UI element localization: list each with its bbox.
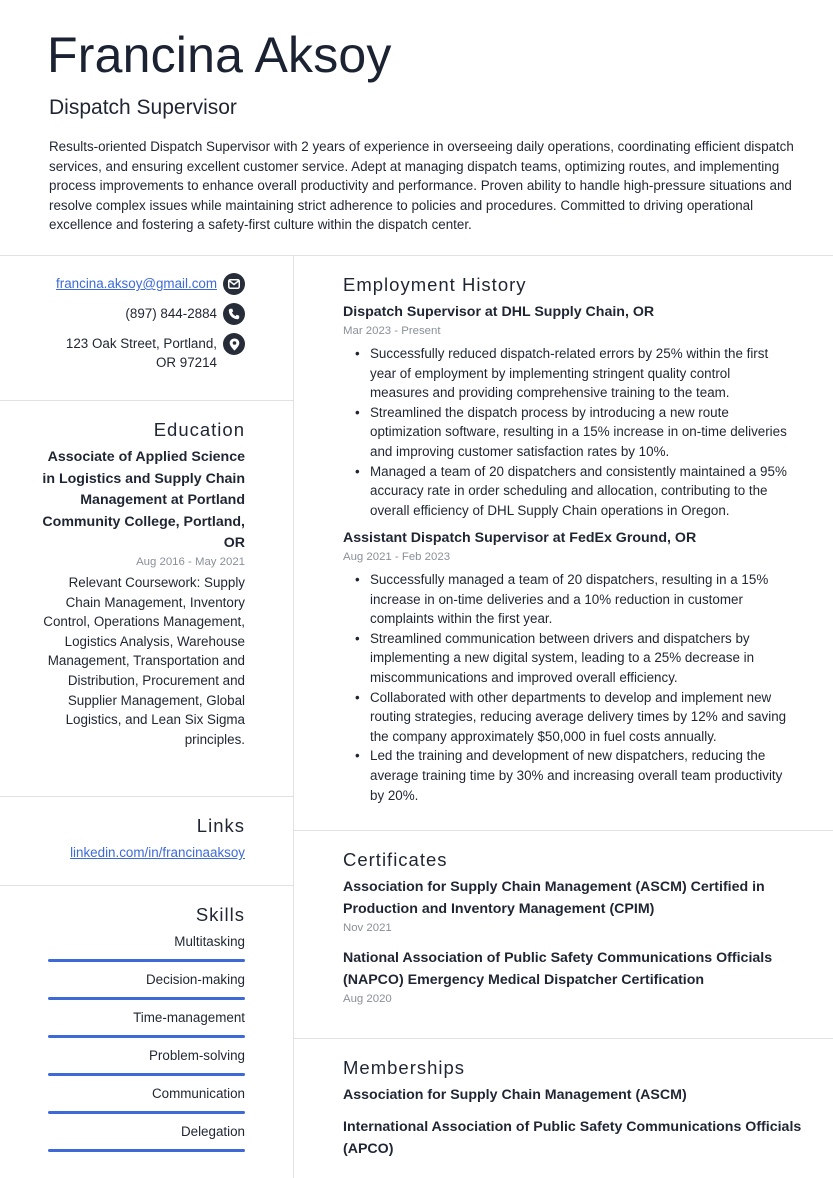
certificate-title: National Association of Public Safety Communications Officials (NAPCO) Emergency Medical Dispatcher Certification (343, 950, 773, 988)
certificate-title: Association for Supply Chain Management (ASCM) Certified in Production and Inventory Management (CPIM) (343, 879, 765, 917)
skill-name: Multitasking (174, 934, 245, 949)
list-item: • Collaborated with other departments to develop and implement new routing strategies, reducing average delivery times by 12% and saving the company approximately $50,000 in fuel costs annually. (343, 688, 788, 747)
street-address: 123 Oak Street, Portland, OR 97214 (65, 336, 217, 370)
job-title: Assistant Dispatch Supervisor at FedEx Ground, OR (343, 530, 697, 546)
skill-level-bar (48, 1111, 245, 1114)
skill-item (48, 1085, 245, 1114)
candidate-name: Francina Aksoy (47, 27, 392, 83)
job-dates: Aug 2021 - Feb 2023 (343, 551, 451, 563)
list-item: • Successfully reduced dispatch-related errors by 25% within the first year of employment by implementing stringent quality control measures and providing comprehensive training to the team. (343, 344, 788, 403)
links-section (0, 797, 293, 886)
skill-name: Problem-solving (148, 1048, 245, 1063)
job-bullets (343, 344, 788, 520)
skill-name: Time-management (133, 1010, 245, 1025)
education-dates: Aug 2016 - May 2021 (136, 556, 245, 568)
links-heading: Links (196, 815, 245, 836)
education-heading: Education (153, 419, 245, 440)
skill-level-bar (48, 1035, 245, 1038)
list-item: • Streamlined the dispatch process by introducing a new route optimization software, resulting in a 15% increase in on-time deliveries and improving customer satisfaction rates by 10%. (343, 403, 788, 462)
certificate-date: Aug 2020 (343, 993, 392, 1005)
job-bullets (343, 570, 788, 805)
memberships-section (294, 1039, 833, 1178)
skill-item (48, 1047, 245, 1076)
contact-section (0, 256, 293, 401)
memberships-heading: Memberships (343, 1057, 466, 1078)
skills-section (0, 886, 293, 1178)
contact-phone-row (125, 304, 245, 326)
list-item: • Managed a team of 20 dispatchers and consistently maintained a 95% accuracy rate in order scheduling and allocation, contributing to the overall efficiency of DHL Supply Chain operations in Oregon. (343, 462, 788, 521)
job-title: Dispatch Supervisor at DHL Supply Chain, OR (343, 304, 655, 320)
education-section (0, 401, 293, 797)
candidate-title: Dispatch Supervisor (49, 96, 237, 119)
list-item: • Led the training and development of new dispatchers, reducing the average training time by 30% and increasing overall team productivity by 20%. (343, 746, 788, 805)
location-pin-icon (223, 333, 245, 355)
membership-item: International Association of Public Safety Communications Officials (APCO) (343, 1119, 802, 1157)
employment-section (294, 256, 833, 831)
skill-level-bar (48, 1073, 245, 1076)
phone-icon (223, 303, 245, 325)
skill-name: Delegation (180, 1124, 245, 1139)
skill-item (48, 971, 245, 1000)
list-item: • Successfully managed a team of 20 dispatchers, resulting in a 15% increase in on-time deliveries and a 10% reduction in customer complaints within the first year. (343, 570, 788, 629)
email-link[interactable]: francina.aksoy@gmail.com (56, 276, 217, 291)
skill-level-bar (48, 1149, 245, 1152)
degree-title: Associate of Applied Science in Logistics and Supply Chain Management at Portland Community College, Portland, OR (42, 449, 245, 551)
phone-number: (897) 844-2884 (125, 306, 217, 321)
envelope-icon (223, 273, 245, 295)
list-item: • Streamlined communication between drivers and dispatchers by implementing a new digital system, leading to a 25% decrease in miscommunications and improved overall efficiency. (343, 629, 788, 688)
linkedin-link[interactable]: linkedin.com/in/francinaaksoy (70, 845, 245, 860)
skill-name: Communication (151, 1086, 245, 1101)
contact-email-row (56, 274, 245, 296)
resume-header (0, 0, 833, 256)
skill-level-bar (48, 959, 245, 962)
membership-item: Association for Supply Chain Management (ASCM) (343, 1087, 687, 1103)
skills-heading: Skills (195, 904, 245, 925)
employment-heading: Employment History (343, 274, 527, 295)
skill-item (48, 933, 245, 962)
education-description: Relevant Coursework: Supply Chain Management, Inventory Control, Operations Management, Logistics Analysis, Warehouse Management, Transportation and Distribution, Procurement and Supplier Management, Global Logistics, and Lean Six Sigma principles. (43, 575, 245, 747)
certificates-section (294, 831, 833, 1039)
skill-name: Decision-making (146, 972, 245, 987)
job-dates: Mar 2023 - Present (343, 325, 441, 337)
skill-item (48, 1123, 245, 1152)
skill-item (48, 1009, 245, 1038)
skill-level-bar (48, 997, 245, 1000)
certificate-date: Nov 2021 (343, 922, 392, 934)
certificates-heading: Certificates (343, 849, 448, 870)
profile-summary: Results-oriented Dispatch Supervisor with 2 years of experience in overseeing daily operations, coordinating efficient dispatch services, and ensuring excellent customer service. Adept at managing dispatch teams, optimizing routes, and implementing process improvements to enhance overall productivity and performance. Proven ability to handle high-pressure situations and resolve complex issues while maintaining strict adherence to policies and procedures. Committed to driving operational excellence and fostering a safety-first culture within the dispatch center. (49, 139, 794, 233)
contact-address-row (45, 334, 245, 372)
